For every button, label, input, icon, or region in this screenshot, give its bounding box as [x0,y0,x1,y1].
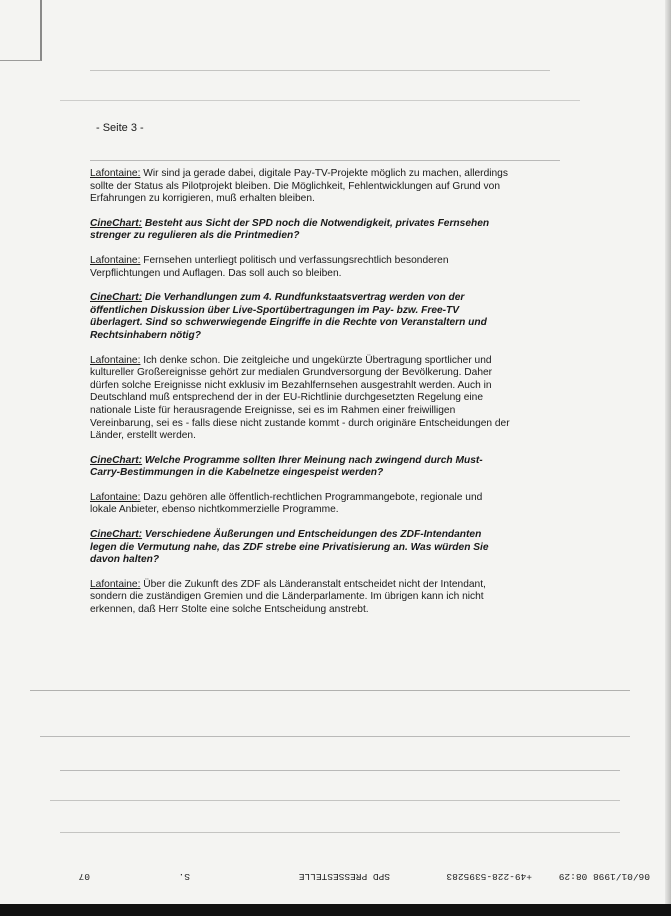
fax-page-label: S. [178,871,190,882]
fax-footer [70,868,650,882]
block-text: Besteht aus Sicht der SPD noch die Notwendigkeit, privates Fernsehen strenger zu regulieren als die Printmedien? [90,217,490,242]
scan-noise-line [90,70,550,71]
answer-block [90,579,510,617]
block-text: Die Verhandlungen zum 4. Rundfunkstaatsvertrag werden von der öffentlichen Diskussion über Live-Sportübertragungen im Pay- bzw. Free-TV überlagert. Sind so schwerwiegende Eingriffe in die Rechte von Veranstaltern und Rechtsinhabern nötig? [90,292,487,341]
speaker-label: Lafontaine: [90,354,141,366]
answer-block [90,355,510,443]
scan-bottom-edge [0,904,671,916]
question-block [90,455,510,480]
speaker-label: Lafontaine: [90,254,141,266]
scan-noise-line [90,160,560,161]
block-text: Wir sind ja gerade dabei, digitale Pay-TV-Projekte möglich zu machen, allerdings sollte der Status als Pilotprojekt bleiben. Die Möglichkeit, Fehlentwicklungen auf Grund von Erfahrungen zu korrigieren, muß erhalten bleiben. [90,168,508,205]
fax-page-number: 07 [78,871,90,882]
scan-noise-line [60,770,620,771]
page-label: - Seite 3 - [96,122,144,134]
scan-right-edge [665,0,671,916]
answer-block [90,168,510,206]
block-text: Welche Programme sollten Ihrer Meinung nach zwingend durch Must-Carry-Bestimmungen in die Kabelnetze eingespeist werden? [90,454,483,479]
scan-noise-line [50,800,620,801]
fax-phone: +49-228-5395283 [446,871,532,882]
question-block [90,218,510,243]
speaker-label: Lafontaine: [90,578,141,590]
speaker-label: CineChart: [90,292,143,304]
fax-sender: SPD PRESSESTELLE [298,871,390,882]
question-block [90,292,510,342]
answer-block [90,255,510,280]
block-text: Über die Zukunft des ZDF als Länderanstalt entscheidet nicht der Intendant, sondern die zuständigen Gremien und die Länderparlamente. Im übrigen kann ich nicht erkennen, daß Herr Stolte eine solche Entscheidung anstrebt. [90,578,486,616]
interview-text [90,168,510,629]
speaker-label: Lafontaine: [90,168,141,179]
scan-noise-line [30,690,630,691]
scan-noise-line [60,100,580,101]
block-text: Fernsehen unterliegt politisch und verfassungsrechtlich besonderen Verpflichtungen und Auflagen. Das soll auch so bleiben. [90,254,449,279]
speaker-label: Lafontaine: [90,491,141,503]
scan-noise-line [60,832,620,833]
question-block [90,529,510,567]
speaker-label: CineChart: [90,217,143,229]
block-text: Dazu gehören alle öffentlich-rechtlichen Programmangebote, regionale und lokale Anbieter, ebenso nichtkommerzielle Programme. [90,491,483,516]
fax-date-time: 06/01/1998 08:29 [558,871,650,882]
scan-corner-mark [0,0,42,61]
speaker-label: CineChart: [90,454,143,466]
speaker-label: CineChart: [90,529,143,541]
block-text: Ich denke schon. Die zeitgleiche und ungekürzte Übertragung sportlicher und kultureller Großereignisse gehört zur medialen Grundversorgung der Bevölkerung. Daher dürfen solche Ereignisse nicht exklusiv im Bezahlfernsehen ausgestrahlt werden. Auch in Deutschland muß entsprechend der in der EU-Richtlinie durchgesetzten Regelung eine nationale Liste für herausragende Ereignisse, sei es im Rahmen einer freiwilligen Vereinbarung, sei es - falls diese nicht zustande kommt - durch originäre Entscheidungen der Länder, erstellt werden. [90,354,510,442]
scan-noise-line [40,736,630,737]
block-text: Verschiedene Äußerungen und Entscheidungen des ZDF-Intendanten legen die Vermutung nahe, das ZDF strebe eine Privatisierung an. Was würden Sie davon halten? [90,529,489,566]
answer-block [90,492,510,517]
